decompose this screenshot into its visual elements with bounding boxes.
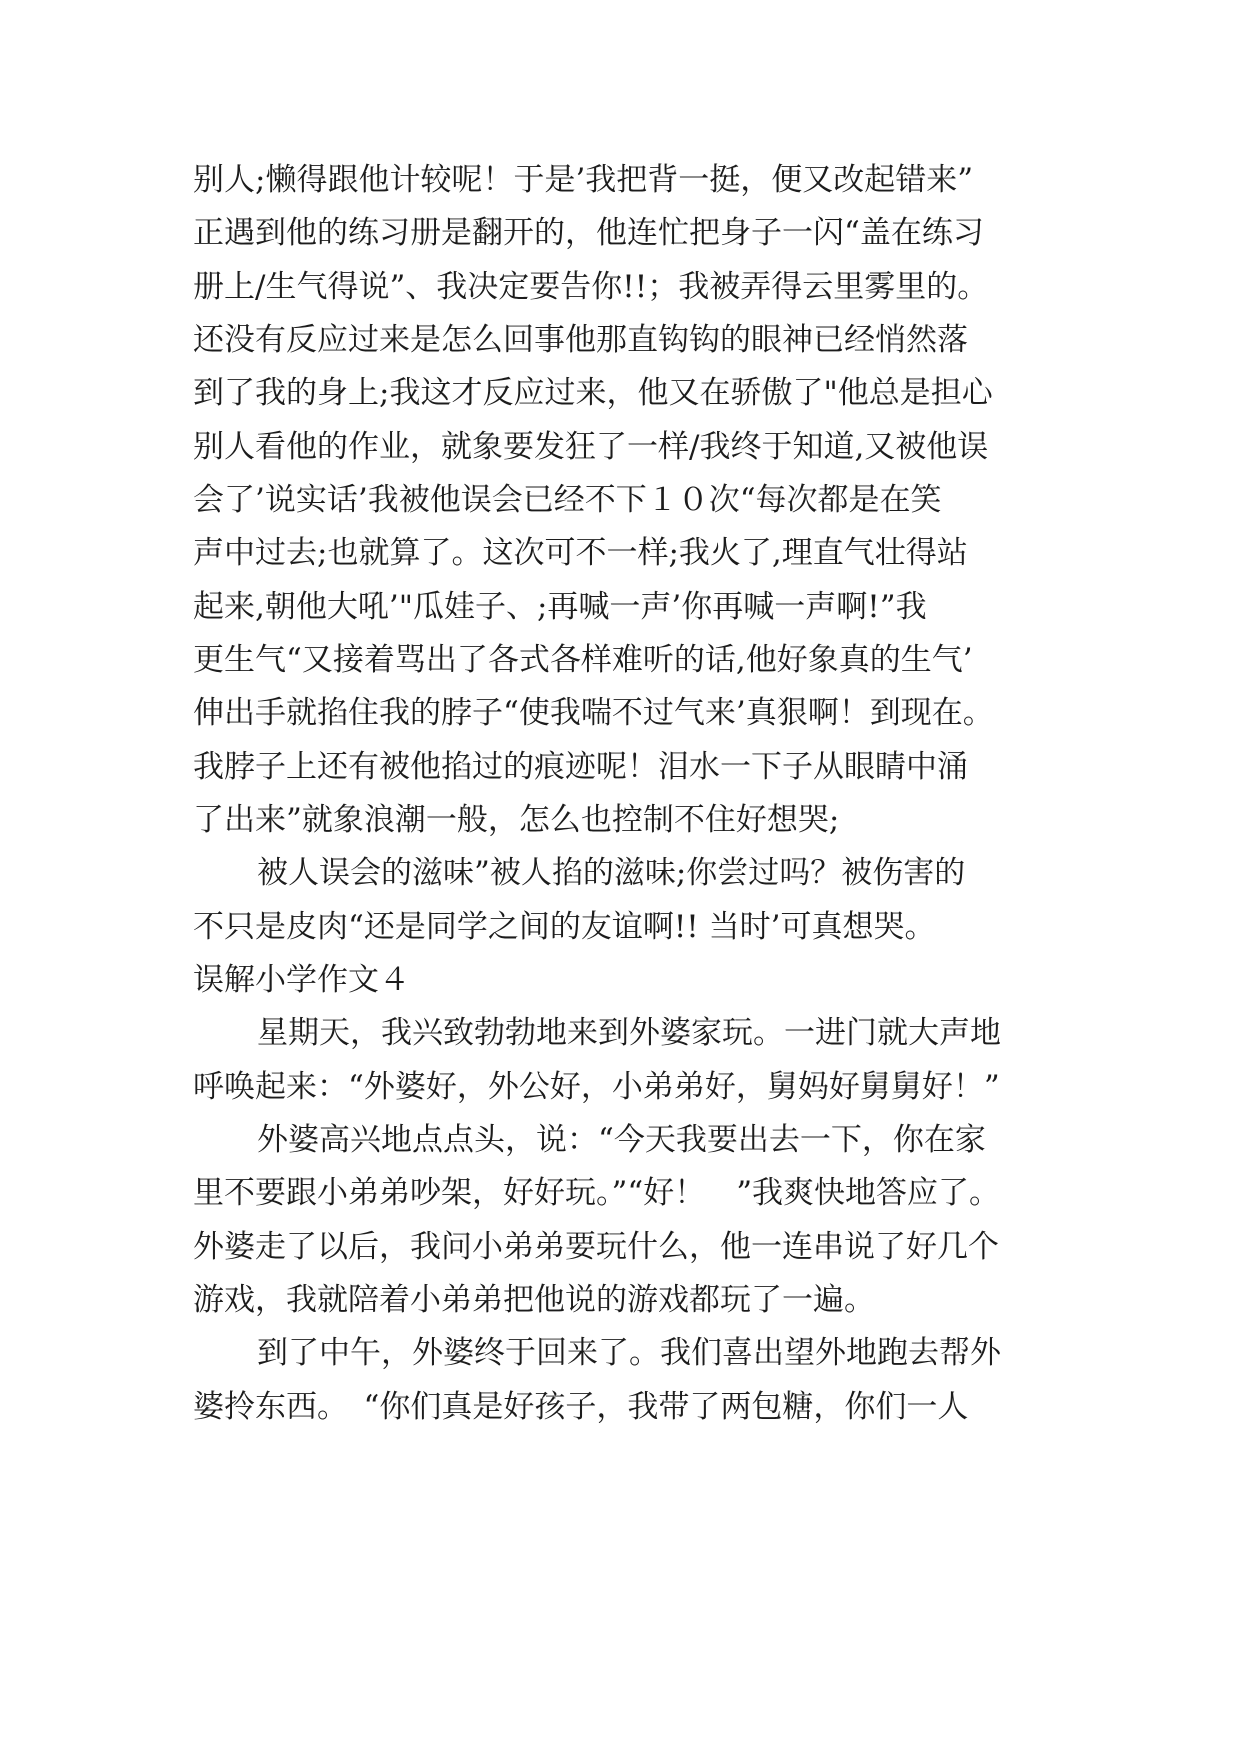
paragraph-start-line: 到了中午，外婆终于回来了。我们喜出望外地跑去帮外 bbox=[257, 1335, 1001, 1371]
paragraph-start-line: 外婆高兴地点点头，说：“今天我要出去一下，你在家 bbox=[257, 1122, 986, 1158]
text-line: 伸出手就掐住我的脖子“使我喘不过气来’真狠啊！到现在。 bbox=[193, 695, 994, 731]
text-line: 声中过去;也就算了。这次可不一样;我火了,理直气壮得站 bbox=[193, 535, 968, 571]
text-line: 呼唤起来：“外婆好，外公好，小弟弟好，舅妈好舅舅好！” bbox=[193, 1069, 1000, 1105]
paragraph-start-line: 星期天，我兴致勃勃地来到外婆家玩。一进门就大声地 bbox=[257, 1015, 1001, 1051]
text-line: 不只是皮肉“还是同学之间的友谊啊!! 当时’可真想哭。 bbox=[193, 909, 936, 945]
text-line: 外婆走了以后，我问小弟弟要玩什么，他一连串说了好几个 bbox=[193, 1229, 999, 1265]
text-line: 会了’说实话’我被他误会已经不下１０次“每次都是在笑 bbox=[193, 482, 942, 518]
text-line: 正遇到他的练习册是翻开的，他连忙把身子一闪“盖在练习 bbox=[193, 215, 984, 251]
text-line: 册上/生气得说”、我决定要告你!!；我被弄得云里雾里的。 bbox=[193, 269, 989, 305]
text-line: 到了我的身上;我这才反应过来，他又在骄傲了"他总是担心 bbox=[193, 375, 993, 411]
text-line: 里不要跟小弟弟吵架，好好玩。”“好！ ”我爽快地答应了。 bbox=[193, 1175, 1001, 1211]
text-line: 别人;懒得跟他计较呢！于是’我把背一挺，便又改起错来” bbox=[193, 162, 974, 198]
text-line: 婆拎东西。 “你们真是好孩子，我带了两包糖，你们一人 bbox=[193, 1389, 969, 1425]
text-line: 还没有反应过来是怎么回事他那直钩钩的眼神已经悄然落 bbox=[193, 322, 968, 358]
text-line: 我脖子上还有被他掐过的痕迹呢！泪水一下子从眼睛中涌 bbox=[193, 749, 968, 785]
text-line: 了出来”就象浪潮一般，怎么也控制不住好想哭; bbox=[193, 802, 840, 838]
text-line: 别人看他的作业，就象要发狂了一样/我终于知道,又被他误 bbox=[193, 429, 989, 465]
text-line: 游戏，我就陪着小弟弟把他说的游戏都玩了一遍。 bbox=[193, 1282, 875, 1318]
section-heading: 误解小学作文４ bbox=[193, 962, 410, 998]
text-line: 更生气“又接着骂出了各式各样难听的话,他好象真的生气’ bbox=[193, 642, 973, 678]
paragraph-start-line: 被人误会的滋味”被人掐的滋味;你尝过吗？被伤害的 bbox=[257, 855, 966, 891]
text-line: 起来,朝他大吼’"瓜娃子、;再喊一声’你再喊一声啊!”我 bbox=[193, 589, 927, 625]
